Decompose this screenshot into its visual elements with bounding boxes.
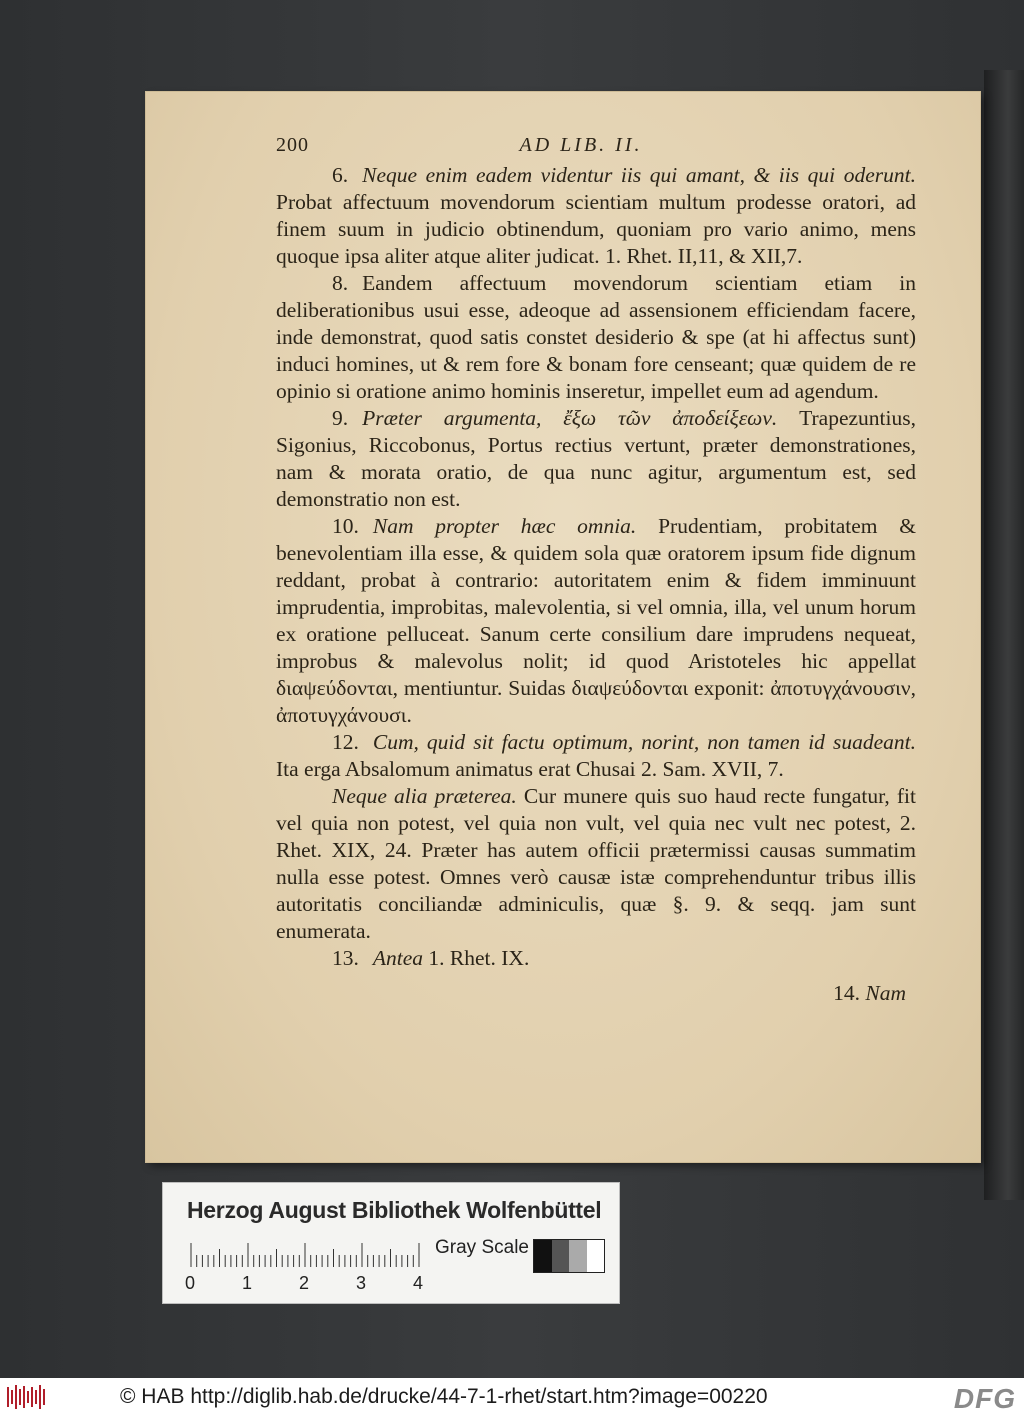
paragraph-lemma: Præter argumenta, ἔξω τῶν ἀποδείξεων. bbox=[362, 406, 778, 430]
gray-swatch bbox=[587, 1240, 605, 1272]
book-page bbox=[146, 92, 980, 1162]
paragraph-lemma: Neque enim eadem videntur iis qui amant, & iis qui oderunt. bbox=[362, 163, 916, 187]
hab-logo-icon bbox=[6, 1384, 46, 1410]
paragraph-text: Trapezuntius, Sigonius, Riccobonus, Portus rectius vertunt, præter demonstrationes, nam & morata oratio, de qua nunc agitur, argumentum est, sed demonstratio non est. bbox=[276, 406, 917, 511]
footer-bar bbox=[0, 1378, 1024, 1416]
page-number: 200 bbox=[276, 134, 309, 156]
paragraph-text: 1. Rhet. IX. bbox=[423, 946, 530, 970]
commentary-paragraph bbox=[276, 945, 916, 972]
paragraph-number: 12. bbox=[332, 730, 359, 754]
copyright-url: © HAB http://diglib.hab.de/drucke/44-7-1-rhet/start.htm?image=00220 bbox=[120, 1385, 768, 1408]
paragraph-text: Cur munere quis suo haud recte fungatur, fit vel quia non potest, vel quia non vult, vel quia nec vult nec potest, 2. Rhet. XIX, 24. Præter has autem officii prætermissi causas summatim nulla esse potest. Omnes verò causæ istæ comprehenduntur tribus illis autoritatis conciliandæ adminiculis, quæ §. 9. & seqq. jam sunt enumerata. bbox=[276, 784, 916, 943]
ruler-icon bbox=[189, 1243, 421, 1267]
paragraph-lemma: Nam propter hæc omnia. bbox=[372, 514, 637, 538]
paragraph-number: 10. bbox=[332, 514, 359, 538]
paragraph-text: Eandem affectuum movendorum scientiam etiam in deliberationibus usui esse, adeoque ad assensionem efficiendam facere, inde demonstrat, quod satis constet desiderio & spe (at hi affectus sunt) induci homines, ut & rem fore & bonam fore censeant; quæ quidem de re opinio si oratione animo hominis inseretur, impellet eum ad agendum. bbox=[276, 271, 916, 403]
library-name: Herzog August Bibliothek Wolfenbüttel bbox=[187, 1197, 602, 1223]
commentary-paragraph bbox=[276, 513, 916, 729]
commentary-paragraphs bbox=[276, 162, 916, 972]
paragraph-text: Ita erga Absalomum animatus erat Chusai 2. Sam. XVII, 7. bbox=[276, 757, 784, 781]
paragraph-number: 6. bbox=[332, 163, 349, 187]
gray-scale-swatches bbox=[533, 1239, 605, 1273]
ruler-labels bbox=[183, 1273, 423, 1295]
paragraph-lemma: Cum, quid sit factu optimum, norint, non tamen id suadeant. bbox=[372, 730, 916, 754]
commentary-paragraph bbox=[276, 270, 916, 405]
commentary-paragraph bbox=[276, 783, 916, 945]
gray-swatch bbox=[552, 1240, 570, 1272]
commentary-paragraph bbox=[276, 162, 916, 270]
paragraph-lemma: Neque alia præterea. bbox=[332, 784, 517, 808]
running-head: AD LIB. II. bbox=[519, 134, 643, 156]
ruler-label: 0 bbox=[185, 1273, 196, 1293]
gray-swatch bbox=[569, 1240, 587, 1272]
paragraph-number: 13. bbox=[332, 946, 359, 970]
ruler-label: 4 bbox=[413, 1273, 424, 1293]
paragraph-number: 9. bbox=[332, 406, 349, 430]
paragraph-number: 8. bbox=[332, 271, 349, 295]
dfg-logo: DFG bbox=[953, 1383, 1016, 1414]
catchword-word: Nam bbox=[865, 981, 906, 1005]
paragraph-text: Prudentiam, probitatem & benevolentiam illa esse, & quidem sola quæ oratorem ipsum fide dignum reddant, probat à contrario: autoritatem enim & fidem imminuunt imprudentia, improbitas, malevolentia, si vel omnia, illa, vel unum horum ex oratione pelluceat. Sanum certe consilium dare imprudens nequeat, improbus & malevolus nolit; id quod Aristoteles hic appellat διαψεύδονται, mentiuntur. Suidas διαψεύδονται exponit: ἀποτυγχάνουσιν, ἀποτυγχάνουσι. bbox=[276, 514, 916, 727]
catchword-number: 14. bbox=[833, 981, 860, 1005]
paragraph-text: Probat affectuum movendorum scientiam multum prodesse oratori, ad finem suum in judicio obtinendum, quoniam pro vario animo, mens quoque ipsa aliter atque aliter judicat. 1. Rhet. II,11, & XII,7. bbox=[276, 190, 916, 268]
color-calibration-bar bbox=[162, 1182, 620, 1304]
ruler-label: 2 bbox=[299, 1273, 310, 1293]
gray-swatch bbox=[534, 1240, 552, 1272]
page-text-block bbox=[276, 132, 916, 1007]
catchword bbox=[276, 980, 906, 1007]
commentary-paragraph bbox=[276, 405, 916, 513]
paragraph-lemma: Antea bbox=[372, 946, 424, 970]
adjacent-page-edge bbox=[984, 70, 1024, 1200]
ruler-label: 3 bbox=[356, 1273, 367, 1293]
page-header bbox=[276, 132, 916, 160]
gray-scale-label: Gray Scale bbox=[435, 1237, 529, 1258]
commentary-paragraph bbox=[276, 729, 916, 783]
ruler-label: 1 bbox=[242, 1273, 253, 1293]
